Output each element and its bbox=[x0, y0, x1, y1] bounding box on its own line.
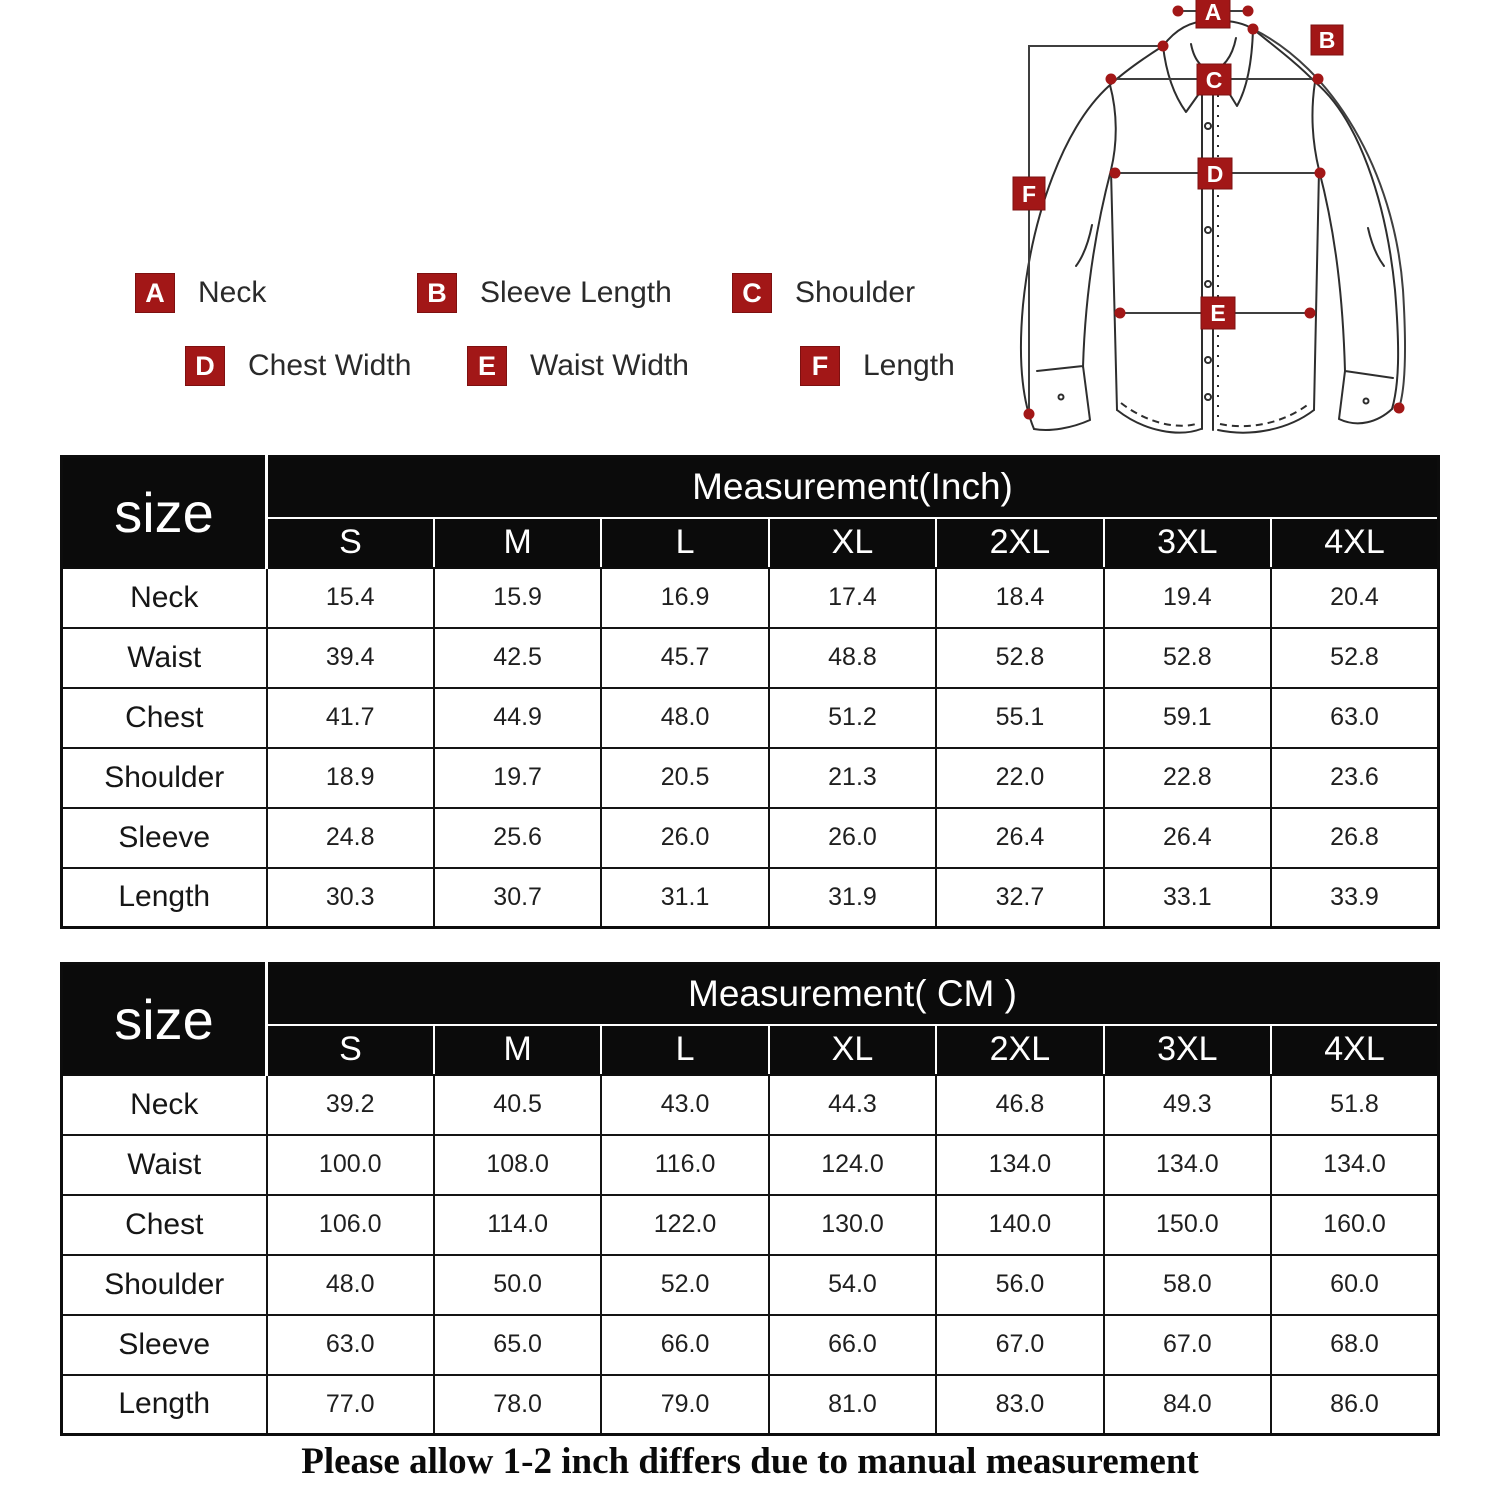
row-label: Chest bbox=[62, 1195, 267, 1255]
measurement-markers bbox=[1013, 0, 1343, 329]
col-header-4xl: 4XL bbox=[1271, 1025, 1438, 1075]
cell: 51.2 bbox=[769, 688, 936, 748]
col-header-2xl: 2XL bbox=[936, 1025, 1103, 1075]
cell: 17.4 bbox=[769, 568, 936, 628]
cell: 130.0 bbox=[769, 1195, 936, 1255]
col-header-2xl: 2XL bbox=[936, 518, 1103, 568]
cell: 83.0 bbox=[936, 1375, 1103, 1435]
cell: 43.0 bbox=[601, 1075, 768, 1135]
table-row bbox=[62, 1075, 1439, 1135]
table-row bbox=[62, 868, 1439, 928]
cell: 26.0 bbox=[769, 808, 936, 868]
row-label: Length bbox=[62, 868, 267, 928]
cell: 50.0 bbox=[434, 1255, 601, 1315]
measurement-table-cm bbox=[60, 962, 1440, 1436]
col-header-s: S bbox=[267, 1025, 434, 1075]
measure-line-length bbox=[1029, 46, 1163, 414]
col-header-3xl: 3XL bbox=[1104, 1025, 1271, 1075]
cell: 39.4 bbox=[267, 628, 434, 688]
legend-label-shoulder: Shoulder bbox=[795, 276, 916, 309]
cell: 22.0 bbox=[936, 748, 1103, 808]
table-row bbox=[62, 688, 1439, 748]
cell: 150.0 bbox=[1104, 1195, 1271, 1255]
cell: 66.0 bbox=[601, 1315, 768, 1375]
cell: 67.0 bbox=[1104, 1315, 1271, 1375]
cell: 65.0 bbox=[434, 1315, 601, 1375]
cell: 48.0 bbox=[601, 688, 768, 748]
col-header-4xl: 4XL bbox=[1271, 518, 1438, 568]
cell: 19.4 bbox=[1104, 568, 1271, 628]
cell: 63.0 bbox=[1271, 688, 1438, 748]
legend-item-shoulder bbox=[732, 273, 915, 313]
size-corner-label: size bbox=[62, 964, 267, 1075]
cell: 15.4 bbox=[267, 568, 434, 628]
cell: 77.0 bbox=[267, 1375, 434, 1435]
cell: 26.0 bbox=[601, 808, 768, 868]
cell: 26.4 bbox=[1104, 808, 1271, 868]
col-header-s: S bbox=[267, 518, 434, 568]
measurement-table-inch bbox=[60, 455, 1440, 929]
cell: 108.0 bbox=[434, 1135, 601, 1195]
cell: 134.0 bbox=[1104, 1135, 1271, 1195]
table-row bbox=[62, 748, 1439, 808]
table-title-inch: Measurement(Inch) bbox=[267, 457, 1439, 518]
legend-label-neck: Neck bbox=[198, 276, 267, 309]
cell: 39.2 bbox=[267, 1075, 434, 1135]
cell: 31.9 bbox=[769, 868, 936, 928]
cell: 68.0 bbox=[1271, 1315, 1438, 1375]
table-row bbox=[62, 808, 1439, 868]
table-row bbox=[62, 1315, 1439, 1375]
cell: 46.8 bbox=[936, 1075, 1103, 1135]
cell: 31.1 bbox=[601, 868, 768, 928]
cell: 52.0 bbox=[601, 1255, 768, 1315]
row-label: Shoulder bbox=[62, 748, 267, 808]
cell: 40.5 bbox=[434, 1075, 601, 1135]
cell: 84.0 bbox=[1104, 1375, 1271, 1435]
legend-label-sleeve-length: Sleeve Length bbox=[480, 276, 672, 309]
cell: 18.9 bbox=[267, 748, 434, 808]
cell: 32.7 bbox=[936, 868, 1103, 928]
cell: 58.0 bbox=[1104, 1255, 1271, 1315]
legend-key-c: C bbox=[732, 273, 772, 313]
cell: 48.8 bbox=[769, 628, 936, 688]
cell: 52.8 bbox=[1104, 628, 1271, 688]
col-header-l: L bbox=[601, 1025, 768, 1075]
row-label: Neck bbox=[62, 1075, 267, 1135]
cell: 55.1 bbox=[936, 688, 1103, 748]
marker-b: B bbox=[1318, 27, 1336, 53]
row-label: Waist bbox=[62, 1135, 267, 1195]
cell: 59.1 bbox=[1104, 688, 1271, 748]
cell: 114.0 bbox=[434, 1195, 601, 1255]
legend-item-waist-width bbox=[467, 346, 689, 386]
col-header-l: L bbox=[601, 518, 768, 568]
cell: 106.0 bbox=[267, 1195, 434, 1255]
cell: 134.0 bbox=[1271, 1135, 1438, 1195]
cell: 24.8 bbox=[267, 808, 434, 868]
cell: 49.3 bbox=[1104, 1075, 1271, 1135]
legend-label-waist-width: Waist Width bbox=[530, 349, 689, 382]
row-label: Waist bbox=[62, 628, 267, 688]
cell: 26.4 bbox=[936, 808, 1103, 868]
cell: 51.8 bbox=[1271, 1075, 1438, 1135]
marker-c: C bbox=[1205, 67, 1223, 93]
shirt-measurement-diagram bbox=[980, 0, 1500, 445]
cell: 54.0 bbox=[769, 1255, 936, 1315]
table-title-cm: Measurement( CM ) bbox=[267, 964, 1439, 1025]
cell: 134.0 bbox=[936, 1135, 1103, 1195]
measurement-disclaimer: Please allow 1-2 inch differs due to manual measurement bbox=[301, 1441, 1199, 1482]
cell: 140.0 bbox=[936, 1195, 1103, 1255]
table-row bbox=[62, 1255, 1439, 1315]
table-row bbox=[62, 1195, 1439, 1255]
cell: 100.0 bbox=[267, 1135, 434, 1195]
legend-label-chest-width: Chest Width bbox=[248, 349, 412, 382]
cell: 19.7 bbox=[434, 748, 601, 808]
cell: 33.1 bbox=[1104, 868, 1271, 928]
cell: 78.0 bbox=[434, 1375, 601, 1435]
row-label: Sleeve bbox=[62, 1315, 267, 1375]
cell: 21.3 bbox=[769, 748, 936, 808]
cell: 41.7 bbox=[267, 688, 434, 748]
cell: 44.9 bbox=[434, 688, 601, 748]
table-row bbox=[62, 628, 1439, 688]
cell: 63.0 bbox=[267, 1315, 434, 1375]
cell: 42.5 bbox=[434, 628, 601, 688]
cell: 16.9 bbox=[601, 568, 768, 628]
legend-item-sleeve-length bbox=[417, 273, 672, 313]
cell: 33.9 bbox=[1271, 868, 1438, 928]
legend-key-e: E bbox=[467, 346, 507, 386]
legend-key-a: A bbox=[135, 273, 175, 313]
legend-key-f: F bbox=[800, 346, 840, 386]
cell: 20.5 bbox=[601, 748, 768, 808]
legend-key-d: D bbox=[185, 346, 225, 386]
row-label: Sleeve bbox=[62, 808, 267, 868]
cell: 18.4 bbox=[936, 568, 1103, 628]
legend-item-chest-width bbox=[185, 346, 411, 386]
cell: 79.0 bbox=[601, 1375, 768, 1435]
cell: 26.8 bbox=[1271, 808, 1438, 868]
cell: 15.9 bbox=[434, 568, 601, 628]
cell: 60.0 bbox=[1271, 1255, 1438, 1315]
col-header-m: M bbox=[434, 518, 601, 568]
cell: 56.0 bbox=[936, 1255, 1103, 1315]
cell: 86.0 bbox=[1271, 1375, 1438, 1435]
table-row bbox=[62, 1375, 1439, 1435]
cell: 48.0 bbox=[267, 1255, 434, 1315]
col-header-xl: XL bbox=[769, 1025, 936, 1075]
cell: 52.8 bbox=[1271, 628, 1438, 688]
col-header-m: M bbox=[434, 1025, 601, 1075]
cell: 66.0 bbox=[769, 1315, 936, 1375]
cell: 52.8 bbox=[936, 628, 1103, 688]
table-row bbox=[62, 1135, 1439, 1195]
legend-key-b: B bbox=[417, 273, 457, 313]
col-header-xl: XL bbox=[769, 518, 936, 568]
cell: 160.0 bbox=[1271, 1195, 1438, 1255]
row-label: Shoulder bbox=[62, 1255, 267, 1315]
cell: 81.0 bbox=[769, 1375, 936, 1435]
cell: 23.6 bbox=[1271, 748, 1438, 808]
cell: 30.7 bbox=[434, 868, 601, 928]
cell: 67.0 bbox=[936, 1315, 1103, 1375]
table-row bbox=[62, 568, 1439, 628]
size-corner-label: size bbox=[62, 457, 267, 568]
row-label: Chest bbox=[62, 688, 267, 748]
cell: 116.0 bbox=[601, 1135, 768, 1195]
cell: 30.3 bbox=[267, 868, 434, 928]
marker-d: D bbox=[1206, 161, 1224, 187]
marker-f: F bbox=[1021, 181, 1037, 207]
cell: 45.7 bbox=[601, 628, 768, 688]
cell: 22.8 bbox=[1104, 748, 1271, 808]
cell: 20.4 bbox=[1271, 568, 1438, 628]
marker-e: E bbox=[1210, 300, 1226, 326]
legend-item-length bbox=[800, 346, 955, 386]
row-label: Neck bbox=[62, 568, 267, 628]
cell: 25.6 bbox=[434, 808, 601, 868]
col-header-3xl: 3XL bbox=[1104, 518, 1271, 568]
cell: 122.0 bbox=[601, 1195, 768, 1255]
cell: 44.3 bbox=[769, 1075, 936, 1135]
marker-a: A bbox=[1204, 0, 1222, 25]
legend-item-neck bbox=[135, 273, 266, 313]
row-label: Length bbox=[62, 1375, 267, 1435]
cell: 124.0 bbox=[769, 1135, 936, 1195]
legend-label-length: Length bbox=[863, 349, 955, 382]
